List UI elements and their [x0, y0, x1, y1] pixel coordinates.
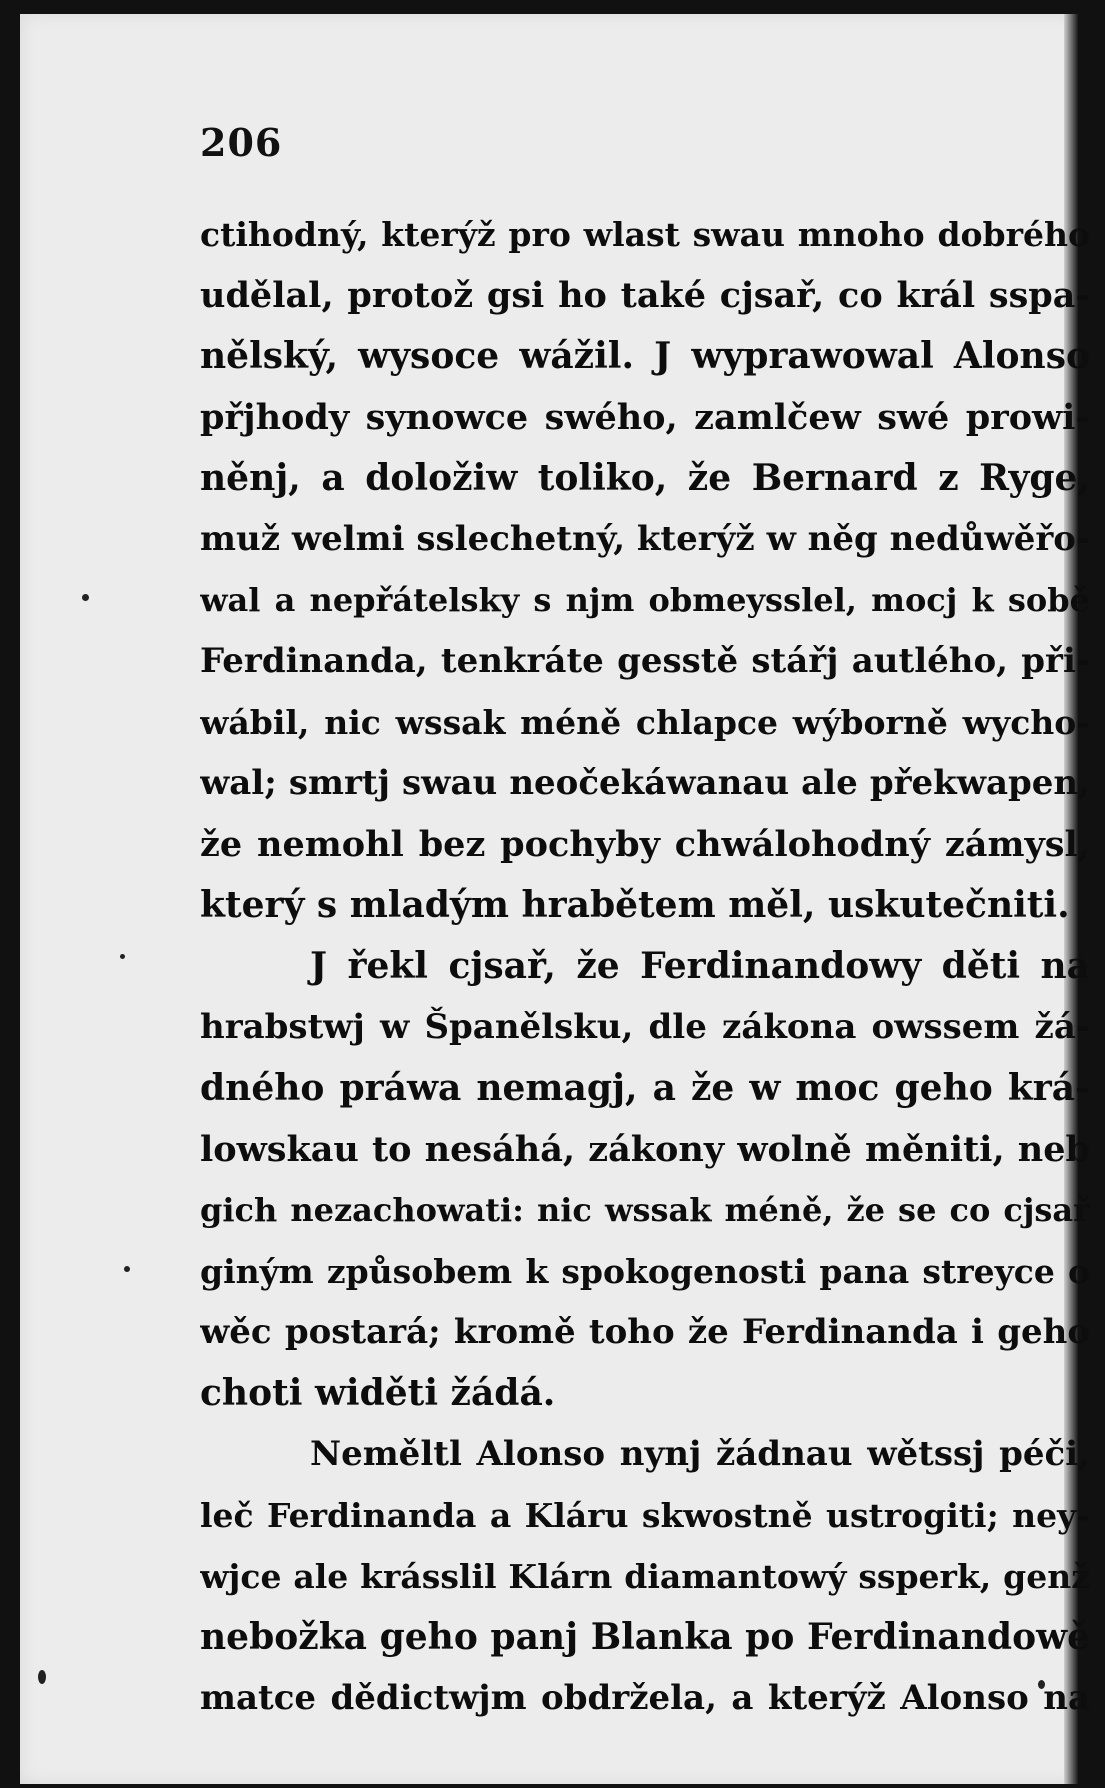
text-line: wábil, nic wssak méně chlapce wýborně wycho- — [200, 703, 1090, 742]
text-line: přjhody synowce swého, zamlčew swé prowi- — [200, 397, 1090, 438]
print-speck — [82, 594, 89, 601]
paragraph — [200, 204, 1090, 936]
body-text — [200, 204, 1090, 1729]
print-speck — [38, 1670, 46, 1684]
text-line: wal a nepřátelsky s njm obmeysslel, mocj k sobě — [200, 581, 1090, 619]
text-line: wal; smrtj swau neočekáwanau ale překwapen, — [200, 763, 1090, 803]
text-line: udělal, protož gsi ho také cjsař, co král sspa- — [200, 275, 1090, 316]
text-line: dného práwa nemagj, a že w moc geho krá- — [200, 1067, 1090, 1109]
book-page — [20, 14, 1090, 1784]
text-line: který s mladým hrabětem měl, uskutečniti. — [200, 884, 1070, 926]
text-line: J řekl cjsař, že Ferdinandowy děti na — [310, 945, 1090, 987]
print-speck — [120, 954, 125, 959]
paragraph — [200, 936, 1090, 1424]
paragraph — [200, 1424, 1090, 1729]
text-line: lowskau to nesáhá, zákony wolně měniti, neb — [200, 1129, 1090, 1170]
text-line: muž welmi sslechetný, kterýž w něg nedůwěřo- — [200, 519, 1090, 559]
text-line: Neměltl Alonso nynj žádnau wětssj péči, — [310, 1434, 1090, 1474]
text-line: choti widěti žádá. — [200, 1372, 556, 1414]
page-number: 206 — [200, 120, 283, 165]
text-line: něnj, a doložiw toliko, že Bernard z Ryge, — [200, 457, 1090, 499]
text-line: že nemohl bez pochyby chwálohodný zámysl, — [200, 824, 1090, 865]
text-line: wěc postará; kromě toho že Ferdinanda i geho — [200, 1312, 1090, 1352]
text-line: matce dědictwjm obdržela, a kterýž Alonso na — [200, 1678, 1090, 1718]
print-speck — [124, 1266, 130, 1272]
text-line: ctihodný, kterýž pro wlast swau mnoho dobrého — [200, 215, 1090, 254]
text-line: giným způsobem k spokogenosti pana streyce o — [200, 1252, 1090, 1291]
text-line: Ferdinanda, tenkráte gesstě stářj autlého, při- — [200, 641, 1090, 681]
text-line: nělský, wysoce wážil. J wyprawowal Alonso — [200, 335, 1090, 377]
text-line: hrabstwj w Španělsku, dle zákona owssem žá- — [200, 1007, 1090, 1047]
text-line: gich nezachowati: nic wssak méně, že se co cjsař — [200, 1191, 1090, 1229]
text-line: leč Ferdinanda a Kláru skwostně ustrogiti; ney- — [200, 1496, 1090, 1535]
text-line: wjce ale krásslil Klárn diamantowý ssperk, genž — [200, 1557, 1090, 1596]
text-line: nebožka geho panj Blanka po Ferdinandowě — [200, 1616, 1090, 1658]
